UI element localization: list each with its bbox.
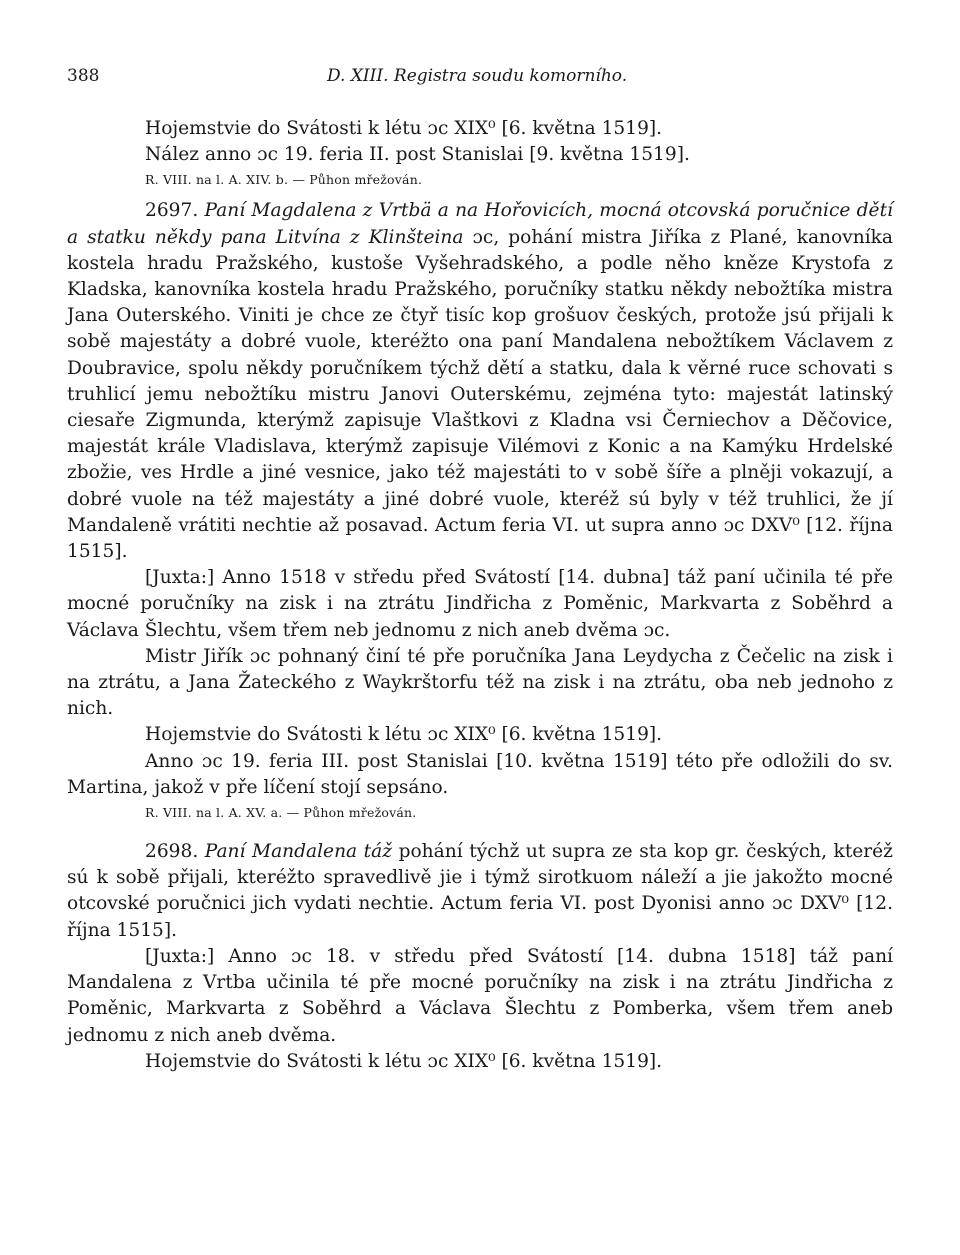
entry-2697-hojemstvie: Hojemstvie do Svátosti k létu ɔc XIX⁰ [6. května 1519]. (145, 724, 663, 746)
entry-2698-juxta: [Juxta:] Anno ɔc 18. v středu před Svátostí [14. dubna 1518] táž paní Mandalena z Vrtba učinila té pře mocné poručníky na zisk i na ztrátu Jindřicha z Poměnic, Markvarta z Soběhrd a Václava Šlechtu z Pomberka, všem třem aneb jednomu z nich aneb dvěma. (67, 945, 893, 1046)
prev-hojemstvie-line: Hojemstvie do Svátosti k létu ɔc XIX⁰ [6. května 1519]. (145, 118, 663, 139)
entry-2697-text: ɔc, pohání mistra Jiříka z Plané, kanovníka kostela hradu Pražského, kustoše Vyšehradského, a podle něho kněze Krystofa z Kladska, kanovníka kostela hradu Pražského, poručníky statku někdy nebožtíka mistra Jana Outerského. Viniti je chce ze čtyř tisíc kop grošuov českých, protože jsú přijali k sobě majestáty a dobré vuole, kteréžto ona paní Mandalena nebožtíkem Václavem z Doubravice, spolu někdy poručníkem týchž dětí a statku, dala k věrné ruce schovati s truhlicí jemu nebožtíku mistru Janovi Outerskému, zejména tyto: majestát latinský ciesaře Zigmunda, kterýmž zapisuje Vlaštkovi z Kladna vsi Černiechov a Děčovice, majestát krále Vladislava, kterýmž zapisuje Vilémovi z Konic a na Kamýku Hrdelské zbožie, ves Hrdle a jiné vesnice, jako též majestáti to v sobě šíře a plněji vokazují, a dobré vuole na též majestáty a jiné dobré vuole, kteréž sú byly v též truhlici, že jí Mandaleně vrátiti nechtie až posavad. Actum feria VI. ut supra anno ɔc DXV⁰ [12. října 1515]. (67, 226, 894, 563)
entry-2697-italic-lead: Paní Magdalena z Vrtbä a na Hořovicích, mocná otcovská poručnice dětí a statku někdy pana Litvína z Klinšteina (67, 200, 893, 248)
entry-2697-mistr: Mistr Jiřík ɔc pohnaný činí té pře poručníka Jana Leydycha z Čečelic na zisk i na ztrátu, a Jana Žateckého z Waykrštorfu též na zisk i na ztrátu, oba neb jednoho z nich. (67, 645, 893, 720)
running-title: D. XIII. Registra soudu komorního. (327, 66, 628, 86)
page-number: 388 (67, 66, 100, 86)
entry-2698-hojemstvie: Hojemstvie do Svátosti k létu ɔc XIX⁰ [6. května 1519]. (145, 1050, 663, 1072)
prev-nalez-line: Nález anno ɔc 19. feria II. post Stanislai [9. května 1519]. (145, 144, 690, 166)
entry-2697-juxta: [Juxta:] Anno 1518 v středu před Svátostí [14. dubna] táž paní učinila té pře mocné poručníky na zisk i na ztrátu Jindřicha z Poměnic, Markvarta z Soběhrd a Václava Šlechtu, všem třem neb jednomu z nich aneb dvěma ɔc. (67, 567, 893, 641)
entry-2698-text: pohání týchž ut supra ze sta kop gr. českých, kteréž sú k sobě přijali, kteréžto spravedlivě jie i týmž sirotkuom náleží a jie jakožto mocné otcovské poručnici jich vydati nechtie. Actum feria VI. post Dyonisi anno ɔc DXV⁰ [12. října 1515]. (67, 841, 893, 941)
prev-reference: R. VIII. na l. A. XIV. b. — Půhon mřežován. (145, 172, 423, 188)
entry-2697-paragraph (67, 198, 893, 565)
entry-2698-paragraph (67, 839, 893, 944)
page-body (67, 116, 893, 1075)
entry-2697-reference: R. VIII. na l. A. XV. a. — Půhon mřežován. (145, 805, 417, 821)
page-header (67, 66, 893, 96)
entry-2698-italic-lead: Paní Mandalena táž (204, 841, 393, 863)
entry-2697-number: 2697. (145, 200, 199, 222)
entry-2697-anno: Anno ɔc 19. feria III. post Stanislai [10. května 1519] této pře odložili do sv. Martina, jakož v pře líčení stojí sepsáno. (67, 750, 893, 798)
entry-2698-number: 2698. (145, 841, 199, 863)
